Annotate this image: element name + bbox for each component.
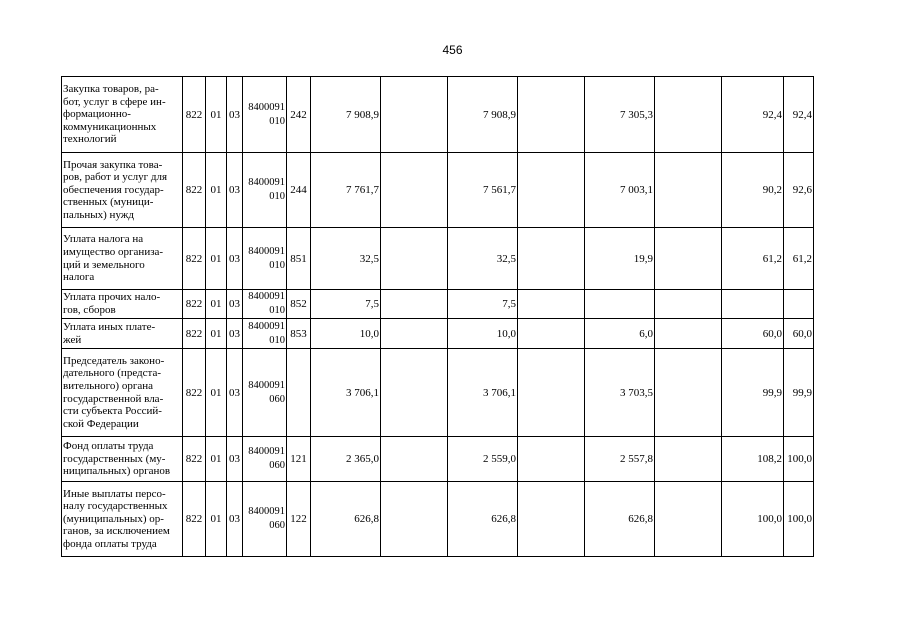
empty-cell — [381, 290, 448, 319]
approved-amount: 10,0 — [311, 319, 381, 349]
section-code: 01 — [206, 228, 227, 290]
empty-cell — [518, 482, 585, 557]
target-article-code-part: 8400091 — [248, 320, 285, 332]
percent-of-approved: 60,0 — [722, 319, 784, 349]
empty-cell — [655, 290, 722, 319]
target-article-code-part: 010 — [269, 191, 285, 202]
section-code: 01 — [206, 77, 227, 153]
item-name-line: технологий — [63, 133, 117, 146]
grbs-code: 822 — [183, 290, 206, 319]
target-article-code-part: 060 — [269, 393, 285, 405]
empty-cell — [518, 228, 585, 290]
item-name-cell — [62, 437, 183, 482]
expense-type-code: 121 — [287, 437, 311, 482]
item-name-line: сти субъекта Россий- — [63, 405, 162, 418]
subsection-code: 03 — [227, 437, 243, 482]
item-name-line: Прочая закупка това- — [63, 158, 163, 171]
item-name-line: налу государственных — [63, 500, 168, 513]
revised-amount: 7 561,7 — [448, 153, 518, 228]
grbs-code: 822 — [183, 228, 206, 290]
percent-of-revised: 92,6 — [784, 153, 814, 228]
executed-amount: 7 305,3 — [585, 77, 655, 153]
target-article-code-part: 010 — [269, 334, 285, 346]
grbs-code: 822 — [183, 349, 206, 437]
item-name-line: государственной вла- — [63, 392, 164, 405]
empty-cell — [655, 437, 722, 482]
revised-amount: 7 908,9 — [448, 77, 518, 153]
target-article-code-part: 060 — [269, 520, 285, 531]
revised-amount: 10,0 — [448, 319, 518, 349]
target-article-code-part: 8400091 — [248, 379, 285, 391]
empty-cell — [518, 290, 585, 319]
empty-cell — [655, 319, 722, 349]
executed-amount: 19,9 — [585, 228, 655, 290]
approved-amount: 7 908,9 — [311, 77, 381, 153]
item-name-line: ций и земельного — [63, 258, 145, 271]
subsection-code: 03 — [227, 153, 243, 228]
table-row — [62, 153, 814, 228]
item-name-line: коммуникационных — [63, 120, 157, 133]
section-code: 01 — [206, 319, 227, 349]
target-article-code-part: 8400091 — [248, 101, 285, 113]
expense-type-code: 244 — [287, 153, 311, 228]
expense-type-code — [287, 349, 311, 437]
table-row — [62, 437, 814, 482]
section-code: 01 — [206, 153, 227, 228]
table-row — [62, 349, 814, 437]
expense-type-code: 852 — [287, 290, 311, 319]
revised-amount: 7,5 — [448, 290, 518, 319]
grbs-code: 822 — [183, 437, 206, 482]
target-article-code — [243, 319, 287, 349]
item-name-line: ской Федерации — [63, 417, 139, 430]
target-article-code — [243, 153, 287, 228]
item-name-line: (муниципальных) ор- — [63, 512, 164, 525]
revised-amount: 3 706,1 — [448, 349, 518, 437]
grbs-code: 822 — [183, 482, 206, 557]
item-name-line: Уплата прочих нало- — [63, 291, 161, 304]
expense-type-code: 851 — [287, 228, 311, 290]
subsection-code: 03 — [227, 290, 243, 319]
percent-of-revised — [784, 290, 814, 319]
executed-amount: 3 703,5 — [585, 349, 655, 437]
item-name-cell — [62, 228, 183, 290]
item-name-cell — [62, 319, 183, 349]
grbs-code: 822 — [183, 153, 206, 228]
item-name-line: ственных (муници- — [63, 196, 154, 209]
percent-of-revised: 92,4 — [784, 77, 814, 153]
empty-cell — [518, 349, 585, 437]
item-name-cell — [62, 153, 183, 228]
item-name-cell — [62, 77, 183, 153]
grbs-code: 822 — [183, 77, 206, 153]
item-name-line: дательного (предста- — [63, 367, 162, 380]
table-row — [62, 290, 814, 319]
empty-cell — [655, 482, 722, 557]
item-name-line: обеспечения государ- — [63, 183, 164, 196]
target-article-code — [243, 349, 287, 437]
expense-type-code: 242 — [287, 77, 311, 153]
percent-of-revised: 100,0 — [784, 437, 814, 482]
empty-cell — [518, 319, 585, 349]
item-name-line: ниципальных) органов — [63, 465, 171, 478]
empty-cell — [518, 437, 585, 482]
approved-amount: 626,8 — [311, 482, 381, 557]
percent-of-approved: 90,2 — [722, 153, 784, 228]
item-name-line: Уплата иных плате- — [63, 320, 156, 333]
empty-cell — [518, 77, 585, 153]
empty-cell — [381, 482, 448, 557]
revised-amount: 32,5 — [448, 228, 518, 290]
empty-cell — [381, 319, 448, 349]
item-name-line: фонда оплаты труда — [63, 537, 157, 550]
table-row — [62, 482, 814, 557]
percent-of-revised: 61,2 — [784, 228, 814, 290]
subsection-code: 03 — [227, 482, 243, 557]
item-name-cell — [62, 482, 183, 557]
target-article-code — [243, 482, 287, 557]
section-code: 01 — [206, 437, 227, 482]
item-name-line: вительного) органа — [63, 379, 153, 392]
item-name-line: Председатель законо- — [63, 354, 165, 367]
empty-cell — [655, 153, 722, 228]
table-row — [62, 228, 814, 290]
table-row — [62, 77, 814, 153]
target-article-code-part: 010 — [269, 259, 285, 271]
percent-of-approved: 92,4 — [722, 77, 784, 153]
percent-of-revised: 100,0 — [784, 482, 814, 557]
expense-type-code: 122 — [287, 482, 311, 557]
subsection-code: 03 — [227, 319, 243, 349]
budget-table — [61, 76, 814, 557]
target-article-code — [243, 437, 287, 482]
item-name-line: имущество организа- — [63, 245, 164, 258]
page-number: 456 — [442, 43, 463, 57]
item-name-line: Фонд оплаты труда — [63, 440, 154, 453]
item-name-cell — [62, 290, 183, 319]
target-article-code-part: 8400091 — [248, 245, 285, 257]
empty-cell — [655, 77, 722, 153]
item-name-line: налога — [63, 271, 95, 284]
empty-cell — [381, 228, 448, 290]
section-code: 01 — [206, 349, 227, 437]
percent-of-revised: 60,0 — [784, 319, 814, 349]
revised-amount: 2 559,0 — [448, 437, 518, 482]
percent-of-approved: 108,2 — [722, 437, 784, 482]
percent-of-revised: 99,9 — [784, 349, 814, 437]
empty-cell — [655, 349, 722, 437]
table-row — [62, 319, 814, 349]
item-name-line: Уплата налога на — [63, 233, 144, 246]
item-name-cell — [62, 349, 183, 437]
approved-amount: 7 761,7 — [311, 153, 381, 228]
target-article-code — [243, 290, 287, 319]
section-code: 01 — [206, 290, 227, 319]
target-article-code-part: 8400091 — [248, 177, 285, 188]
subsection-code: 03 — [227, 349, 243, 437]
target-article-code-part: 8400091 — [248, 506, 285, 517]
executed-amount: 2 557,8 — [585, 437, 655, 482]
item-name-line: Закупка товаров, ра- — [63, 83, 159, 96]
grbs-code: 822 — [183, 319, 206, 349]
subsection-code: 03 — [227, 228, 243, 290]
item-name-line: гов, сборов — [63, 304, 116, 316]
percent-of-approved: 99,9 — [722, 349, 784, 437]
target-article-code-part: 8400091 — [248, 446, 285, 457]
empty-cell — [381, 77, 448, 153]
approved-amount: 3 706,1 — [311, 349, 381, 437]
approved-amount: 7,5 — [311, 290, 381, 319]
item-name-line: бот, услуг в сфере ин- — [63, 95, 166, 108]
empty-cell — [518, 153, 585, 228]
executed-amount — [585, 290, 655, 319]
executed-amount: 6,0 — [585, 319, 655, 349]
target-article-code — [243, 77, 287, 153]
empty-cell — [381, 349, 448, 437]
revised-amount: 626,8 — [448, 482, 518, 557]
item-name-line: ганов, за исключением — [63, 525, 170, 538]
target-article-code-part: 060 — [269, 460, 285, 471]
executed-amount: 7 003,1 — [585, 153, 655, 228]
percent-of-approved: 61,2 — [722, 228, 784, 290]
section-code: 01 — [206, 482, 227, 557]
item-name-line: жей — [63, 333, 82, 346]
target-article-code-part: 010 — [269, 115, 285, 127]
executed-amount: 626,8 — [585, 482, 655, 557]
empty-cell — [381, 437, 448, 482]
subsection-code: 03 — [227, 77, 243, 153]
empty-cell — [655, 228, 722, 290]
target-article-code-part: 8400091 — [248, 291, 285, 302]
target-article-code — [243, 228, 287, 290]
item-name-line: ров, работ и услуг для — [63, 171, 168, 184]
approved-amount: 2 365,0 — [311, 437, 381, 482]
percent-of-approved: 100,0 — [722, 482, 784, 557]
expense-type-code: 853 — [287, 319, 311, 349]
item-name-line: пальных) нужд — [63, 208, 135, 221]
percent-of-approved — [722, 290, 784, 319]
item-name-line: Иные выплаты персо- — [63, 487, 166, 500]
approved-amount: 32,5 — [311, 228, 381, 290]
empty-cell — [381, 153, 448, 228]
target-article-code-part: 010 — [269, 305, 285, 316]
item-name-line: государственных (му- — [63, 452, 166, 465]
item-name-line: формационно- — [63, 108, 131, 121]
